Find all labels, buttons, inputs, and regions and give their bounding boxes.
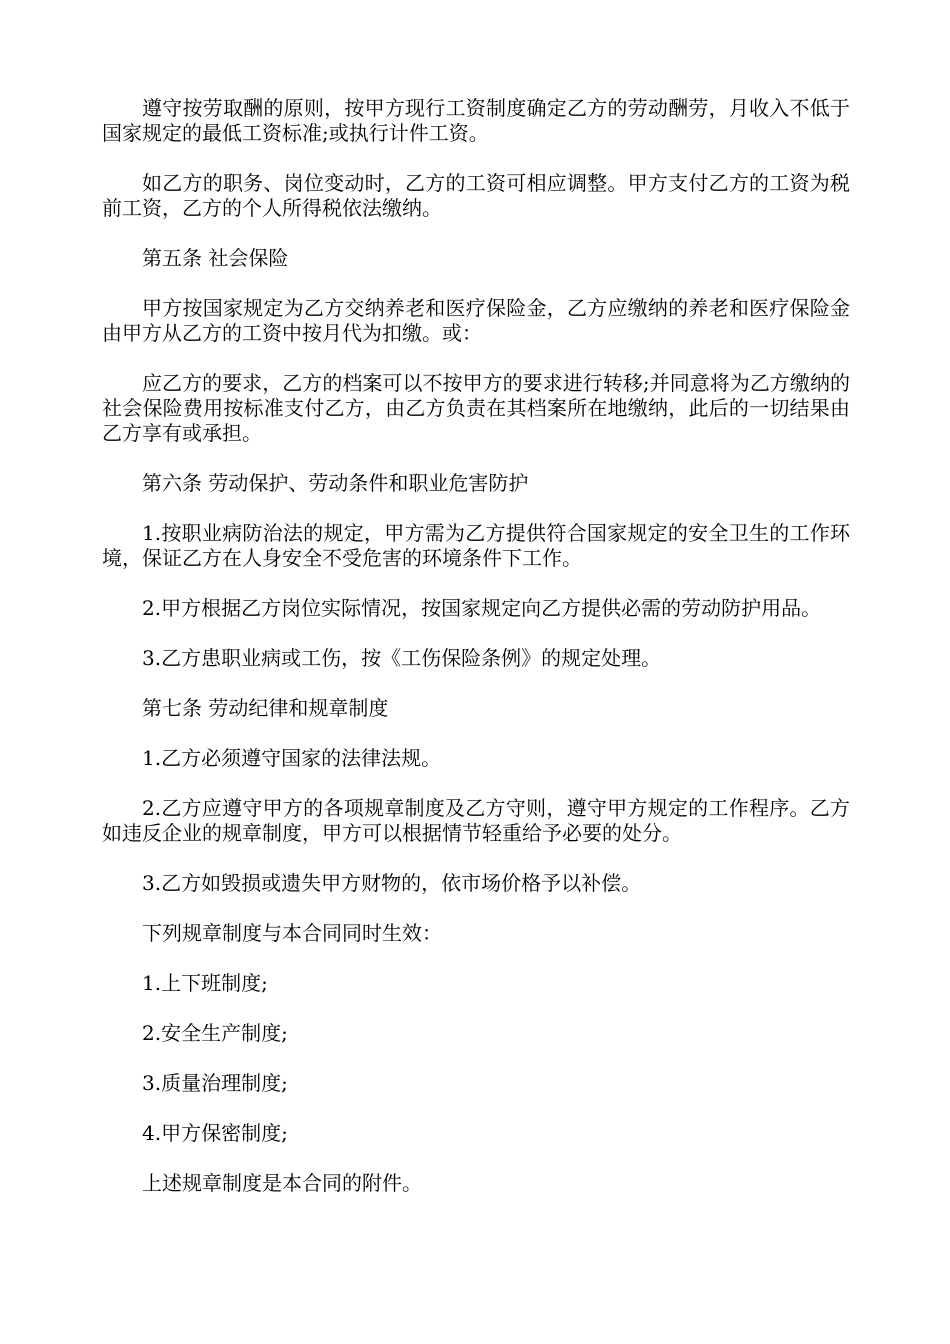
list-item: 3.乙方如毁损或遗失甲方财物的，依市场价格予以补偿。 (142, 871, 642, 895)
article-7-heading: 第七条 劳动纪律和规章制度 (142, 696, 389, 720)
paragraph-archive-transfer: 应乙方的要求，乙方的档案可以不按甲方的要求进行转移;并同意将为乙方缴纳的社会保险费用按标准支付乙方，由乙方负责在其档案所在地缴纳，此后的一切结果由乙方享有或承担。 (102, 371, 850, 445)
paragraph-wage-principle: 遵守按劳取酬的原则，按甲方现行工资制度确定乙方的劳动酬劳，月收入不低于国家规定的最低工资标准;或执行计件工资。 (102, 96, 850, 145)
list-item: 1.乙方必须遵守国家的法律法规。 (142, 746, 442, 770)
article-6-heading: 第六条 劳动保护、劳动条件和职业危害防护 (142, 471, 529, 495)
list-item: 3.乙方患职业病或工伤，按《工伤保险条例》的规定处理。 (142, 646, 662, 670)
article-5-heading: 第五条 社会保险 (142, 246, 289, 270)
list-item: 1.上下班制度; (142, 971, 268, 995)
list-item: 2.甲方根据乙方岗位实际情况，按国家规定向乙方提供必需的劳动防护用品。 (142, 596, 822, 620)
list-item: 4.甲方保密制度; (142, 1121, 288, 1145)
paragraph-insurance: 甲方按国家规定为乙方交纳养老和医疗保险金，乙方应缴纳的养老和医疗保险金由甲方从乙方的工资中按月代为扣缴。或： (102, 296, 850, 345)
regulations-annex-note: 上述规章制度是本合同的附件。 (142, 1171, 422, 1195)
list-item: 3.质量治理制度; (142, 1071, 288, 1095)
list-item: 2.乙方应遵守甲方的各项规章制度及乙方守则，遵守甲方规定的工作程序。乙方如违反企业的规章制度，甲方可以根据情节轻重给予必要的处分。 (102, 796, 850, 845)
list-item: 1.按职业病防治法的规定，甲方需为乙方提供符合国家规定的安全卫生的工作环境，保证乙方在人身安全不受危害的环境条件下工作。 (102, 521, 850, 570)
regulations-intro: 下列规章制度与本合同同时生效： (142, 921, 442, 945)
document-page (102, 96, 850, 1196)
list-item: 2.安全生产制度; (142, 1021, 288, 1045)
paragraph-wage-adjustment: 如乙方的职务、岗位变动时，乙方的工资可相应调整。甲方支付乙方的工资为税前工资，乙方的个人所得税依法缴纳。 (102, 171, 850, 220)
